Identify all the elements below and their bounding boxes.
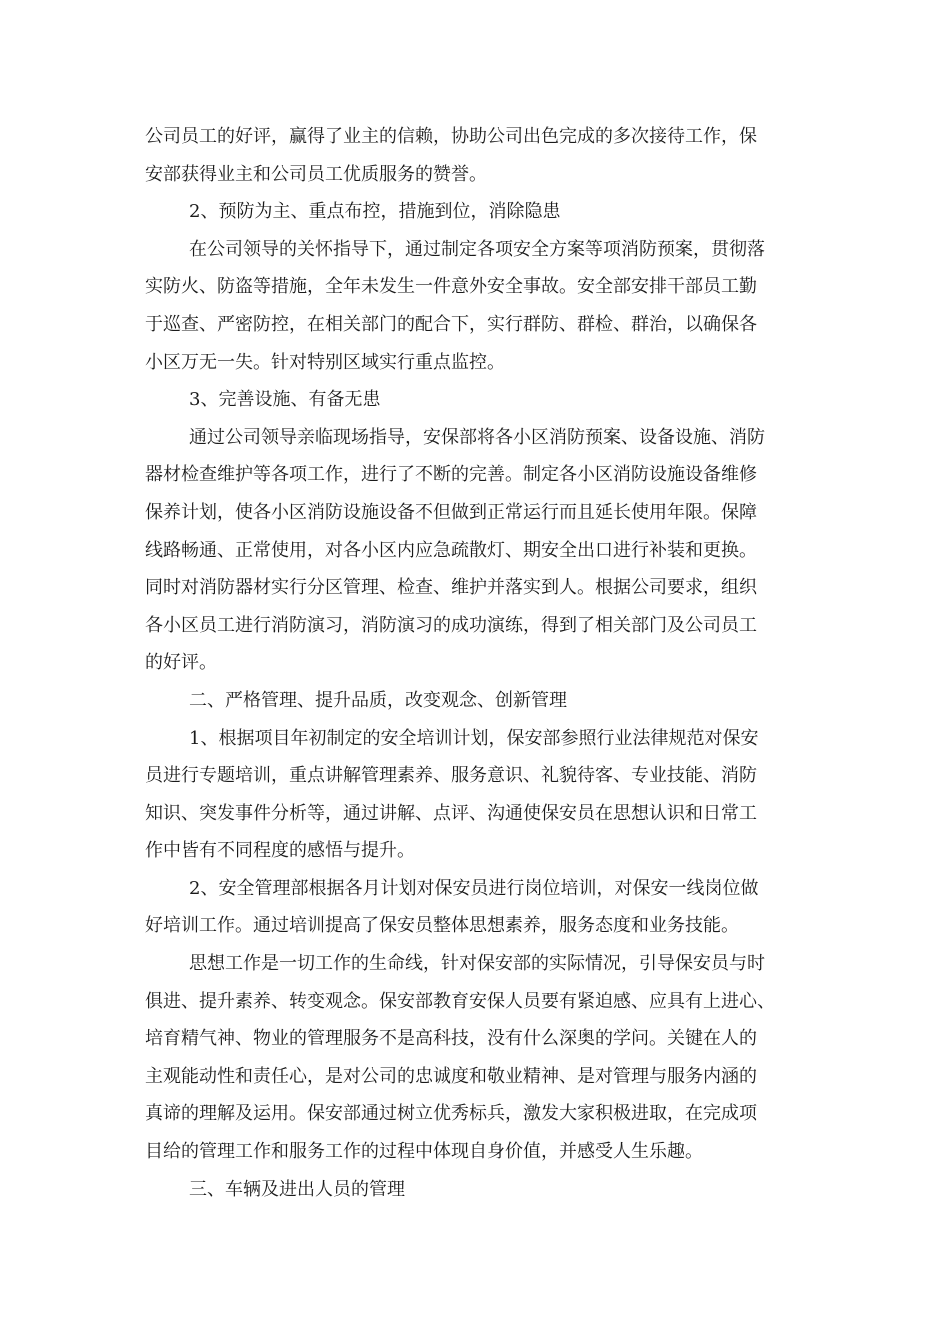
text-line: 二、严格管理、提升品质，改变观念、创新管理 bbox=[189, 689, 567, 711]
text-line: 实防火、防盗等措施，全年未发生一件意外安全事故。安全部安排干部员工勤 bbox=[145, 276, 757, 298]
text-line: 的好评。 bbox=[145, 652, 217, 674]
text-line: 俱进、提升素养、转变观念。保安部教育安保人员要有紧迫感、应具有上进心、 bbox=[145, 990, 775, 1012]
text-line: 保养计划，使各小区消防设施设备不但做到正常运行而且延长使用年限。保障 bbox=[145, 501, 757, 523]
text-line: 小区万无一失。针对特别区域实行重点监控。 bbox=[145, 351, 505, 373]
text-line: 线路畅通、正常使用，对各小区内应急疏散灯、期安全出口进行补装和更换。 bbox=[145, 539, 757, 561]
text-line: 员进行专题培训，重点讲解管理素养、服务意识、礼貌待客、专业技能、消防 bbox=[145, 765, 757, 787]
text-line: 安部获得业主和公司员工优质服务的赞誉。 bbox=[145, 163, 487, 185]
text-line: 思想工作是一切工作的生命线，针对保安部的实际情况，引导保安员与时 bbox=[189, 953, 765, 975]
text-line: 通过公司领导亲临现场指导，安保部将各小区消防预案、设备设施、消防 bbox=[189, 426, 765, 448]
text-line: 作中皆有不同程度的感悟与提升。 bbox=[145, 840, 415, 862]
text-line: 在公司领导的关怀指导下，通过制定各项安全方案等项消防预案，贯彻落 bbox=[189, 238, 765, 260]
text-line: 知识、突发事件分析等，通过讲解、点评、沟通使保安员在思想认识和日常工 bbox=[145, 802, 757, 824]
text-line: 3、完善设施、有备无患 bbox=[189, 389, 381, 411]
text-line: 1、根据项目年初制定的安全培训计划，保安部参照行业法律规范对保安 bbox=[189, 727, 759, 749]
text-line: 培育精气神、物业的管理服务不是高科技，没有什么深奥的学问。关键在人的 bbox=[145, 1028, 757, 1050]
text-line: 2、安全管理部根据各月计划对保安员进行岗位培训，对保安一线岗位做 bbox=[189, 877, 759, 899]
text-line: 于巡查、严密防控，在相关部门的配合下，实行群防、群检、群治，以确保各 bbox=[145, 313, 757, 335]
text-line: 三、车辆及进出人员的管理 bbox=[189, 1178, 405, 1200]
document-body bbox=[145, 118, 815, 1208]
text-line: 真谛的理解及运用。保安部通过树立优秀标兵，激发大家积极进取，在完成项 bbox=[145, 1103, 757, 1125]
text-line: 好培训工作。通过培训提高了保安员整体思想素养，服务态度和业务技能。 bbox=[145, 915, 739, 937]
text-line: 公司员工的好评，赢得了业主的信赖，协助公司出色完成的多次接待工作，保 bbox=[145, 126, 757, 147]
text-line: 各小区员工进行消防演习，消防演习的成功演练，得到了相关部门及公司员工 bbox=[145, 614, 757, 636]
text-line: 2、预防为主、重点布控，措施到位，消除隐患 bbox=[189, 201, 561, 223]
text-line: 同时对消防器材实行分区管理、检查、维护并落实到人。根据公司要求，组织 bbox=[145, 577, 757, 599]
text-line: 主观能动性和责任心，是对公司的忠诚度和敬业精神、是对管理与服务内涵的 bbox=[145, 1065, 757, 1087]
text-line: 目给的管理工作和服务工作的过程中体现自身价值，并感受人生乐趣。 bbox=[145, 1141, 703, 1163]
text-line: 器材检查维护等各项工作，进行了不断的完善。制定各小区消防设施设备维修 bbox=[145, 464, 757, 486]
